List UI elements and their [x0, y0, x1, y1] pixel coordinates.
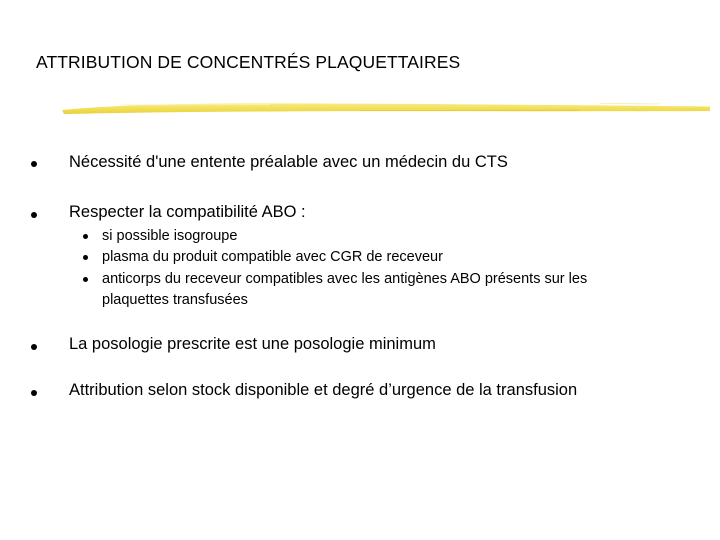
sub-bullet-item-1: si possible isogroupe [102, 228, 238, 244]
sub-bullet-item-2: plasma du produit compatible avec CGR de receveur [102, 249, 443, 265]
sub-bullet-icon [83, 277, 88, 282]
bullet-item-1: Nécessité d'une entente préalable avec un médecin du CTS [69, 153, 508, 171]
sub-bullet-icon [83, 255, 88, 260]
sub-bullet-item-3 [102, 269, 587, 311]
slide-title: ATTRIBUTION DE CONCENTRÉS PLAQUETTAIRES [36, 52, 461, 72]
bullet-icon [31, 212, 37, 218]
bullet-item-3: La posologie prescrite est une posologie minimum [69, 335, 436, 353]
bullet-icon [31, 161, 37, 167]
bullet-item-2: Respecter la compatibilité ABO : [69, 203, 306, 221]
sub-bullet-item-3-line-1: anticorps du receveur compatibles avec les antigènes ABO présents sur les [102, 271, 588, 287]
sub-bullet-item-3-line-2: plaquettes transfusées [102, 292, 248, 308]
title-underline-brushstroke [60, 96, 712, 122]
bullet-icon [31, 344, 37, 350]
bullet-item-4: Attribution selon stock disponible et degré d’urgence de la transfusion [69, 381, 578, 399]
bullet-icon [31, 390, 37, 396]
sub-bullet-icon [83, 234, 88, 239]
